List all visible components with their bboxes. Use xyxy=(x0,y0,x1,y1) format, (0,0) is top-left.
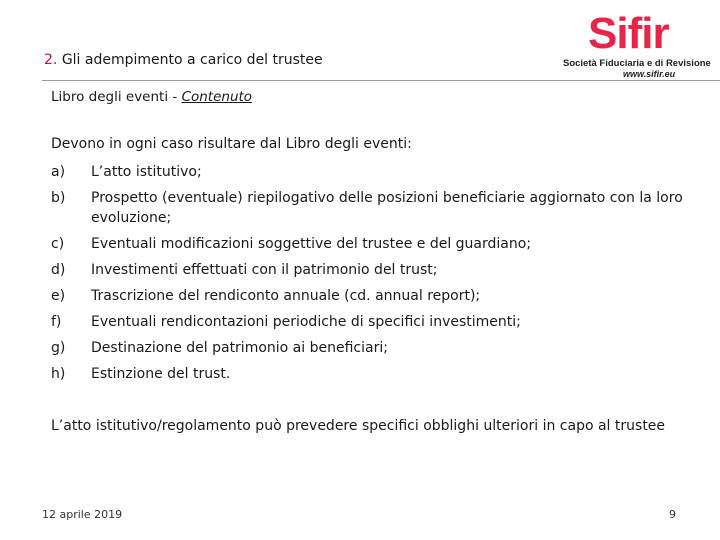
intro-highlight: Libro degli eventi xyxy=(285,136,408,152)
logo-wordmark: Sifir xyxy=(588,9,669,58)
list-item-text-before: Trascrizione del xyxy=(91,288,205,304)
list-item-letter: c) xyxy=(51,236,65,252)
subtitle xyxy=(51,89,252,105)
header-divider xyxy=(42,80,720,81)
list-item xyxy=(51,286,691,306)
closing-after: ulteriori in capo al trustee xyxy=(478,418,666,434)
list-item-text-after: soggettive del trustee e del guardiano; xyxy=(253,236,532,252)
list-item xyxy=(51,338,691,358)
slide-title xyxy=(44,52,323,68)
subtitle-link: Contenuto xyxy=(181,89,253,105)
subtitle-main: Libro degli eventi xyxy=(51,89,169,105)
list-item-letter: h) xyxy=(51,366,66,382)
closing-highlight: specifici obblighi xyxy=(361,418,479,434)
list-item-text-before: Eventuali rendicontazioni periodiche di specifici investimenti; xyxy=(91,314,521,330)
list-item-text xyxy=(91,162,691,182)
list-item xyxy=(51,234,691,254)
list-item-letter: a) xyxy=(51,164,66,180)
list-item-letter: f) xyxy=(51,314,62,330)
list-item-text-after: effettuati con il patrimonio del trust; xyxy=(178,262,438,278)
list-item-text-after: (cd. annual report); xyxy=(339,288,481,304)
subtitle-separator: - xyxy=(172,89,178,105)
list-item-highlight: rendiconto annuale xyxy=(204,288,340,304)
intro-prefix: Devono in ogni caso risultare dal xyxy=(51,136,286,152)
list-item xyxy=(51,260,691,280)
list-item xyxy=(51,364,691,384)
list-item-text-before: Prospetto (eventuale) riepilogativo delle posizioni beneficiarie aggiornato con la loro evoluzione; xyxy=(91,190,683,226)
footer-date: 12 aprile 2019 xyxy=(42,508,123,521)
section-title: Gli adempimento a carico del trustee xyxy=(61,52,323,68)
list-item-letter: g) xyxy=(51,340,66,356)
list-item-text-before: Eventuali xyxy=(91,236,161,252)
events-list xyxy=(51,162,691,390)
closing-text xyxy=(51,416,671,437)
list-item-text xyxy=(91,312,691,332)
list-item-text xyxy=(91,260,691,280)
list-item xyxy=(51,312,691,332)
list-item xyxy=(51,162,691,182)
list-item-highlight: Investimenti xyxy=(91,262,179,278)
sifir-logo xyxy=(560,10,710,82)
list-item-highlight: modificazioni xyxy=(160,236,254,252)
logo-tagline: Società Fiduciaria e di Revisione xyxy=(563,58,711,69)
closing-before: L’atto istitutivo/regolamento può prevedere xyxy=(51,418,362,434)
list-item xyxy=(51,188,691,228)
list-item-text xyxy=(91,338,691,358)
list-item-text xyxy=(91,234,691,254)
list-item-letter: b) xyxy=(51,190,66,206)
list-item-text xyxy=(91,286,691,306)
list-item-text-before: L’atto istitutivo; xyxy=(91,164,202,180)
logo-url: www.sifir.eu xyxy=(623,69,676,79)
list-item-letter: d) xyxy=(51,262,66,278)
page-number: 9 xyxy=(669,508,676,521)
section-number: 2. xyxy=(44,52,58,68)
list-item-text xyxy=(91,188,691,228)
list-item-text xyxy=(91,364,691,384)
intro-suffix: : xyxy=(407,136,412,152)
list-item-text-before: Estinzione del trust. xyxy=(91,366,231,382)
intro-text xyxy=(51,136,412,152)
list-item-letter: e) xyxy=(51,288,66,304)
list-item-text-before: Destinazione del patrimonio ai beneficiari; xyxy=(91,340,388,356)
